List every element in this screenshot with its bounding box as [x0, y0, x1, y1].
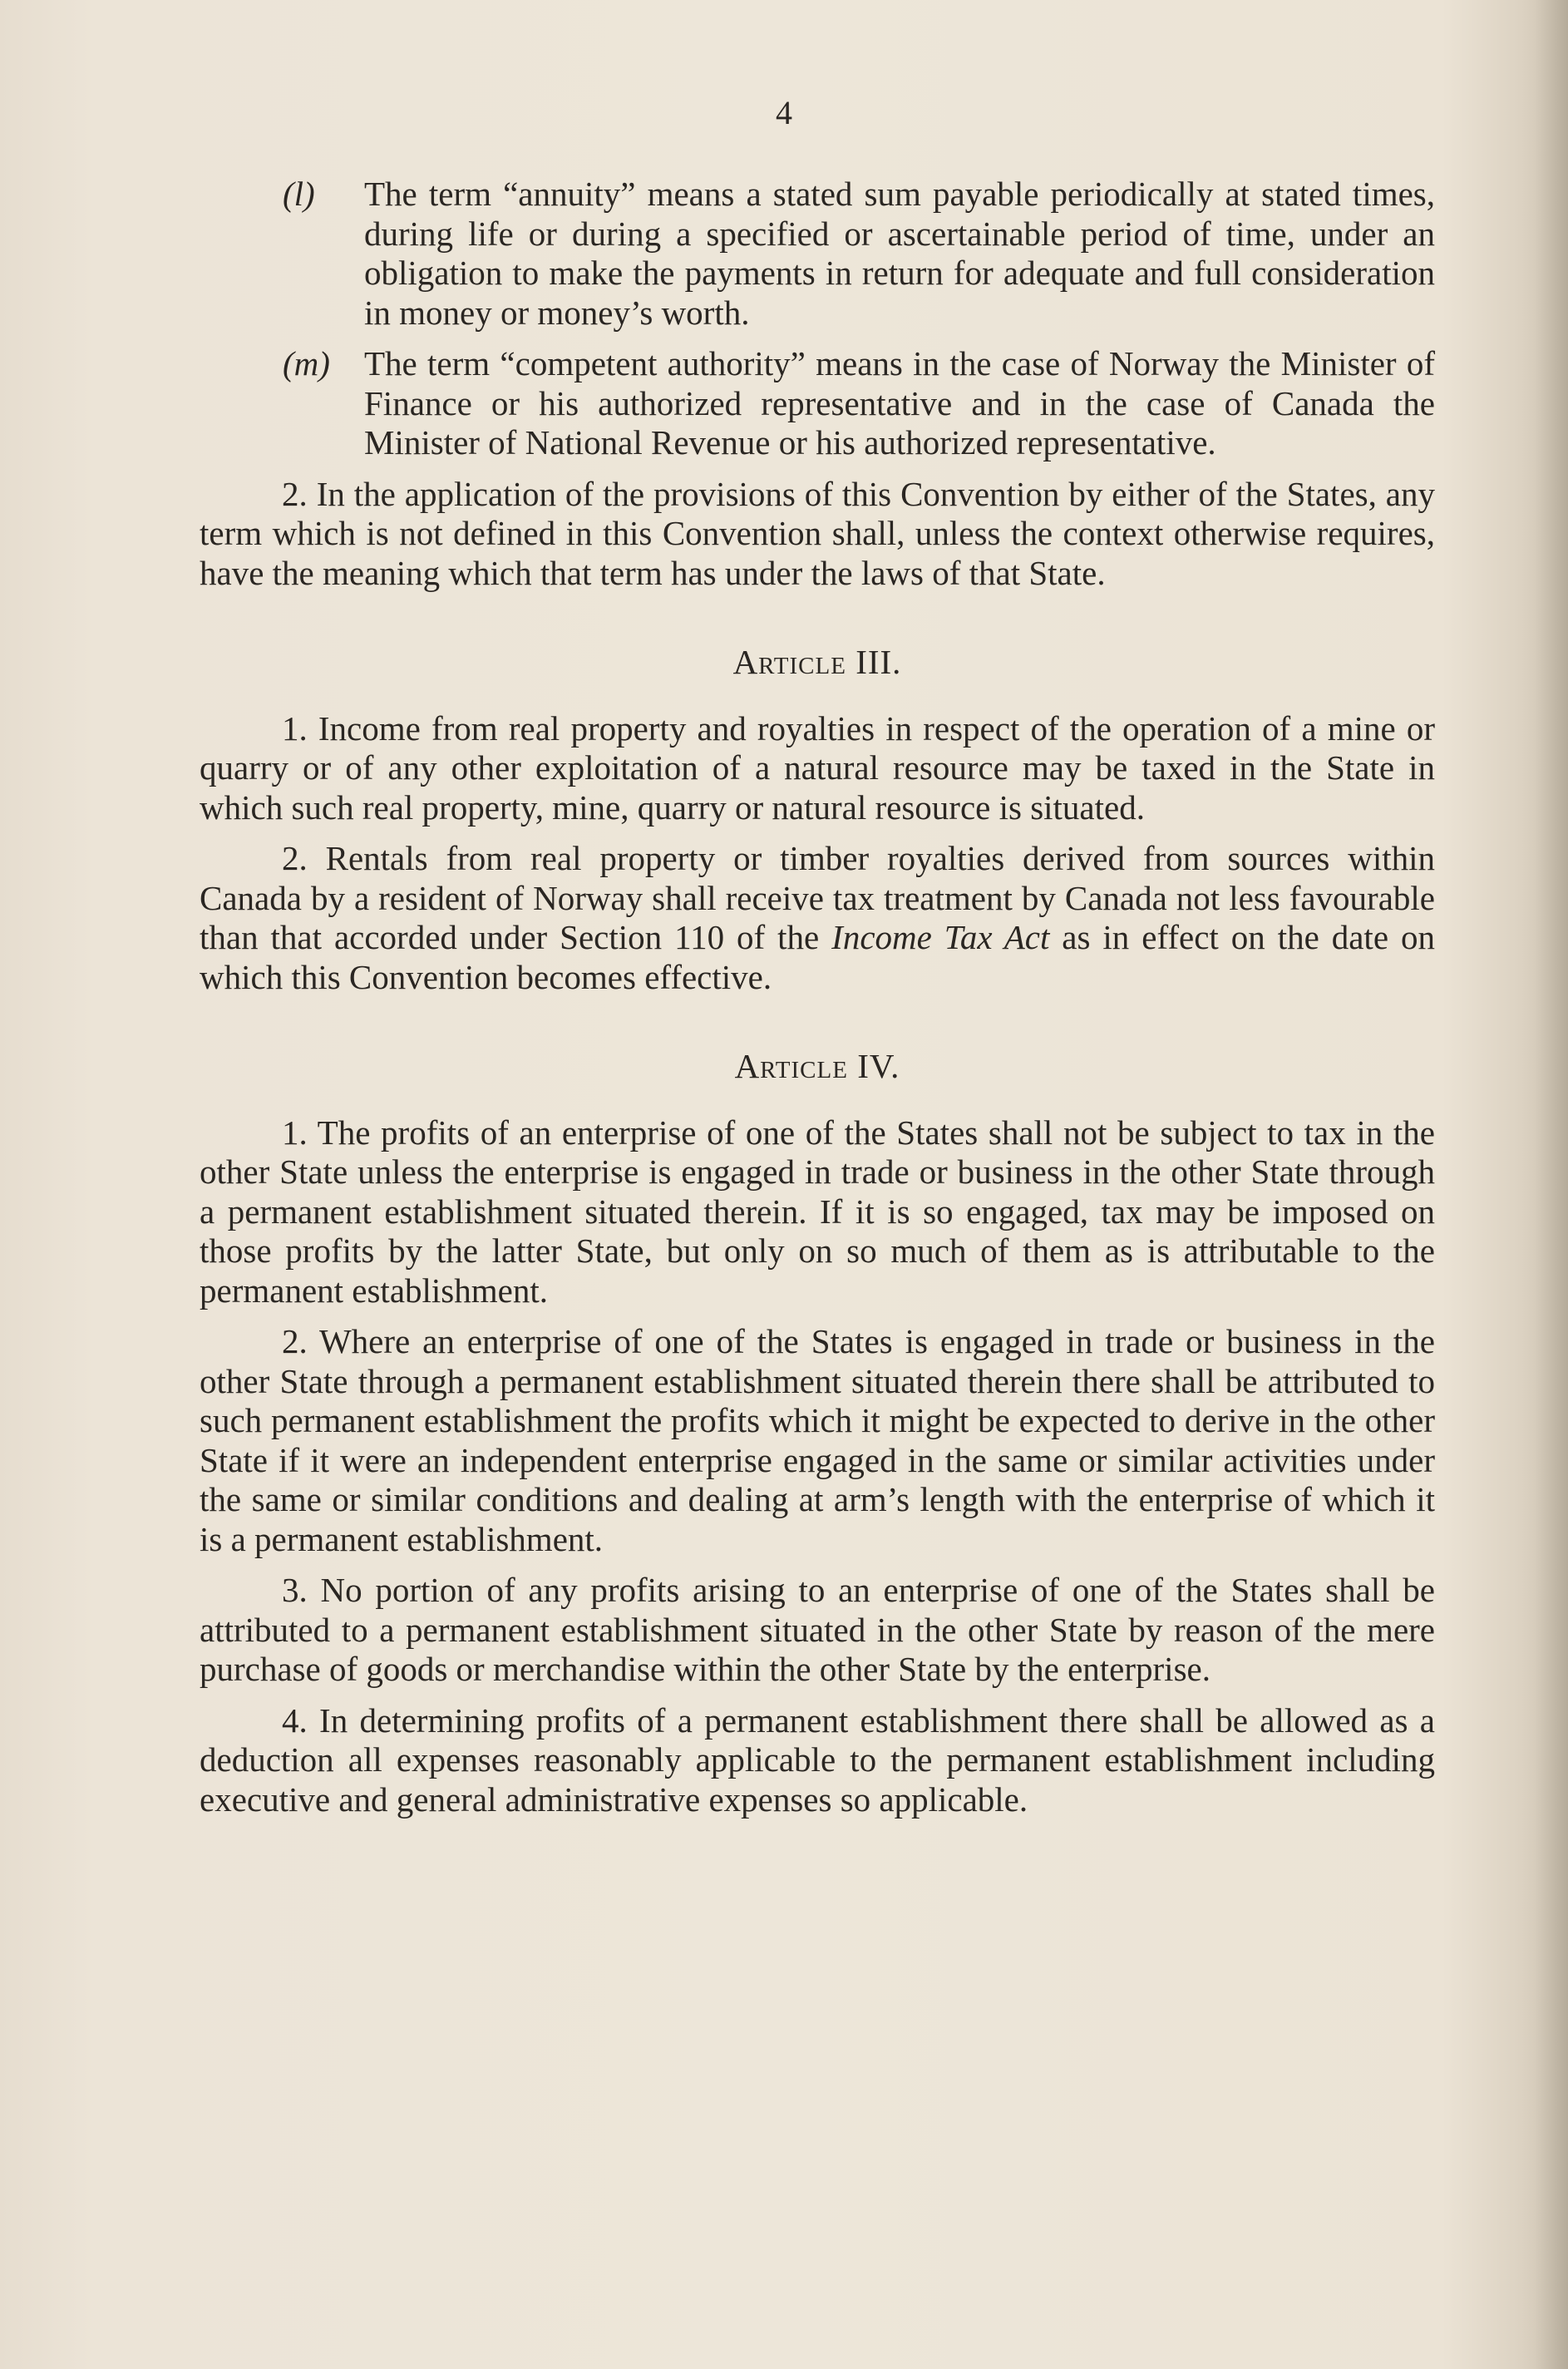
article-4-heading: [200, 1047, 1435, 1087]
definition-l: [200, 175, 1435, 333]
definition-m: [200, 344, 1435, 463]
paragraph-article4-4: 4. In determining profits of a permanent establishment there shall be allowed as a deduction all expenses reasonably applicable to the permanent establishment including executive and general administrative expenses so applicable.: [200, 1700, 1435, 1819]
page-edge-shadow: [1535, 0, 1568, 2369]
definition-text: The term “annuity” means a stated sum payable periodically at stated times, during life or during a specified or ascertainable period of time, under an obligation to make the payments in return for adequate and full consideration in money or money’s worth.: [364, 175, 1435, 332]
paragraph-article4-3: 3. No portion of any profits arising to an enterprise of one of the States shall be attributed to a permanent establishment situated in the other State by reason of the mere purchase of goods or merchandise within the other State by the enterprise.: [200, 1571, 1435, 1688]
paragraph-text: 2. Rentals from real property or timber royalties derived from sources within Canada by a resident of Norway shall receive tax treatment by Canada not less favourable than that accorded under Section 110 of the: [200, 839, 1435, 956]
page-body: [200, 175, 1435, 1819]
paragraph-article3-2: [200, 839, 1435, 997]
paragraph-article3-1: 1. Income from real property and royalties in respect of the operation of a mine or quarry or of any other exploitation of a natural resource may be taxed in the State in which such real property, mine, quarry or natural resource is situated.: [200, 708, 1435, 827]
definition-label: (m): [283, 344, 330, 382]
article-heading-word: Article: [734, 1047, 848, 1085]
definition-text: The term “competent authority” means in the case of Norway the Minister of Finance or his authorized representative and in the case of Canada the Minister of National Revenue or his authorized representative.: [364, 344, 1435, 461]
page-number: 4: [776, 94, 792, 131]
act-title: Income Tax Act: [831, 918, 1050, 956]
definition-label: (l): [283, 175, 315, 213]
article-3-heading: [200, 643, 1435, 683]
paragraph-article4-2: 2. Where an enterprise of one of the States is engaged in trade or business in the other State through a permanent establishment situated therein there shall be attributed to such permanent establishment the profits which it might be expected to derive in the other State if it were an independent enterprise engaged in the same or similar activities under the same or similar conditions and dealing at arm’s length with the enterprise of which it is a permanent establishment.: [200, 1322, 1435, 1558]
paragraph-article4-1: 1. The profits of an enterprise of one of the States shall not be subject to tax in the other State unless the enterprise is engaged in trade or business in the other State through a permanent establishment situated therein. If it is so engaged, tax may be imposed on those profits by the latter State, but only on so much of them as is attributable to the permanent establishment.: [200, 1113, 1435, 1310]
paragraph-article2-2: 2. In the application of the provisions of this Convention by either of the States, any term which is not defined in this Convention shall, unless the context otherwise requires, have the meaning which that term has under the laws of that State.: [200, 474, 1435, 592]
article-heading-word: Article: [732, 643, 846, 681]
paragraph-text: as in effect on the date on which this Convention becomes effective.: [200, 918, 1435, 996]
article-heading-number: IV.: [857, 1047, 900, 1085]
article-heading-number: III.: [855, 643, 902, 681]
